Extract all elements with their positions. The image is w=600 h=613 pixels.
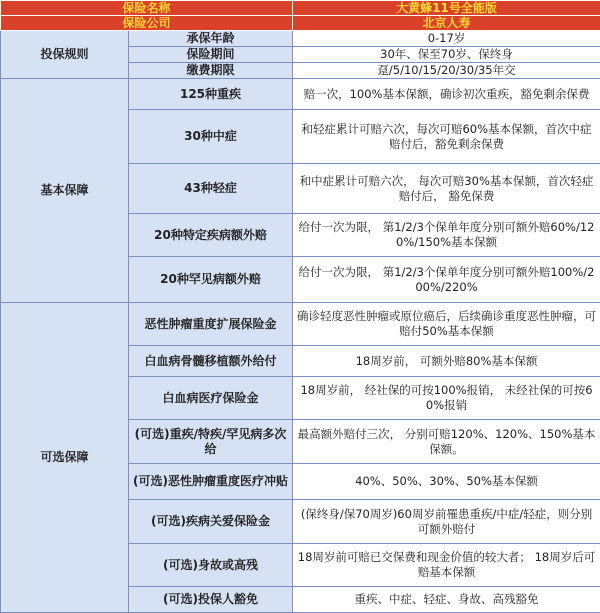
row-label: (可选)身故或高残 bbox=[129, 544, 293, 587]
row-value: 40%、50%、30%、50%基本保额 bbox=[293, 464, 600, 500]
section-title-optional: 可选保障 bbox=[1, 303, 129, 613]
row-value: 0-17岁 bbox=[293, 31, 600, 47]
row-label: 缴费期限 bbox=[129, 63, 293, 79]
row-label: 20种罕见病额外赔 bbox=[129, 257, 293, 303]
row-value: 18周岁前， 可额外赔80%基本保额 bbox=[293, 346, 600, 377]
row-value: (保终身/保70周岁)60周岁前罹患重疾/中症/轻症，则分别可额外赔付 bbox=[293, 500, 600, 544]
row-value: 确诊轻度恶性肿瘤或原位癌后，后续确诊重度恶性肿瘤，可赔付50%基本保额 bbox=[293, 303, 600, 346]
row-value: 和轻症累计可赔六次，每次可赔60%基本保额，首次中症赔付后，豁免剩余保费 bbox=[293, 110, 600, 164]
header-row-name bbox=[1, 1, 600, 16]
row-value: 趸/5/10/15/20/30/35年交 bbox=[293, 63, 600, 79]
row-label: (可选)恶性肿瘤重度医疗冲贴 bbox=[129, 464, 293, 500]
table-row bbox=[1, 79, 600, 110]
row-label: 保险期间 bbox=[129, 47, 293, 63]
row-value: 18周岁前， 经社保的可按100%报销， 未经社保的可按60%报销 bbox=[293, 377, 600, 420]
row-label: 125种重疾 bbox=[129, 79, 293, 110]
header-label-name: 保险名称 bbox=[1, 1, 293, 16]
row-label: 恶性肿瘤重度扩展保险金 bbox=[129, 303, 293, 346]
row-value: 和中症累计可赔六次， 每次可赔30%基本保额，首次轻症赔付后， 豁免保费 bbox=[293, 164, 600, 214]
row-label: 43种轻症 bbox=[129, 164, 293, 214]
section-title-rules: 投保规则 bbox=[1, 31, 129, 79]
table-row bbox=[1, 31, 600, 47]
row-label: (可选)重疾/特疾/罕见病多次给 bbox=[129, 420, 293, 464]
row-label: 20种特定疾病额外赔 bbox=[129, 214, 293, 257]
row-label: (可选)疾病关爱保险金 bbox=[129, 500, 293, 544]
header-row-company bbox=[1, 16, 600, 31]
header-label-company: 保险公司 bbox=[1, 16, 293, 31]
row-value: 30年、保至70岁、保终身 bbox=[293, 47, 600, 63]
row-value: 给付一次为限， 第1/2/3个保单年度分别可额外赔60%/120%/150%基本保额 bbox=[293, 214, 600, 257]
row-label: 白血病医疗保险金 bbox=[129, 377, 293, 420]
row-value: 18周岁前可赔已交保费和现金价值的较大者； 18周岁后可赔基本保额 bbox=[293, 544, 600, 587]
row-value: 赔一次，100%基本保额，确诊初次重疾，豁免剩余保费 bbox=[293, 79, 600, 110]
row-value: 重疾、中症、轻症、身故、高残豁免 bbox=[293, 587, 600, 613]
row-value: 给付一次为限， 第1/2/3个保单年度分别可额外赔100%/200%/220% bbox=[293, 257, 600, 303]
row-label: 30种中症 bbox=[129, 110, 293, 164]
row-label: 承保年龄 bbox=[129, 31, 293, 47]
row-label: 白血病骨髓移植额外给付 bbox=[129, 346, 293, 377]
header-value-company: 北京人寿 bbox=[293, 16, 600, 31]
table-row bbox=[1, 303, 600, 346]
row-value: 最高额外赔付三次， 分别可赔120%、120%、150%基本保额。 bbox=[293, 420, 600, 464]
row-label: (可选)投保人豁免 bbox=[129, 587, 293, 613]
section-title-basic: 基本保障 bbox=[1, 79, 129, 303]
header-value-name: 大黄蜂11号全能版 bbox=[293, 1, 600, 16]
